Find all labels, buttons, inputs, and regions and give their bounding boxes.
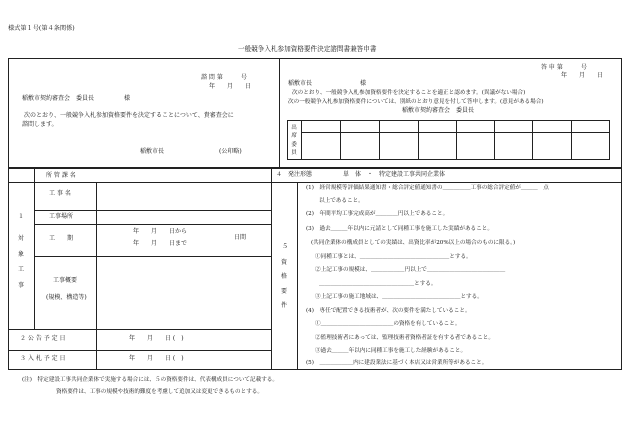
requirement-line: (3) 過去＿＿＿年以内に元請として同種工事を施工した実績があること。 (306, 226, 493, 232)
section1-number: １ (18, 213, 25, 220)
requirement-line: (4) 専任で配置できる技術者が、次の要件を満たしていること。 (306, 308, 471, 314)
form-number: 様式第１号(第４条関係) (8, 25, 75, 32)
bid-label: ３ 入 札 予 定 日 (20, 355, 66, 362)
requirement-line: (1) 経営規模等評価結果通知書・総合評定値通知書の＿＿＿＿＿工事の総合評定値が＿＿＿ 点 (306, 185, 549, 191)
bid-date: 年 月 日 ( ) (129, 355, 184, 362)
requirement-line: ①同種工事とは、＿＿＿＿＿＿＿＿＿＿＿＿＿＿＿＿とする。 (315, 254, 472, 260)
report-signer: 稲敷市契約審査会 委員長 (402, 107, 475, 114)
inquiry-number: 諮 問 第 号 (201, 74, 247, 81)
inquiry-addressee: 稲敷市契約審査会 委員長 様 (22, 95, 131, 102)
dept-label: 所 管 課 名 (46, 172, 76, 179)
requirement-line: ③上記工事の施工地域は、＿＿＿＿＿＿＿＿＿＿＿＿＿＿とする。 (315, 294, 483, 300)
attendance-grid (287, 120, 610, 160)
inquiry-date: 年 月 日 (209, 83, 252, 90)
period-days: 日間 (234, 234, 247, 241)
requirement-line: ①＿＿＿＿＿＿＿＿＿＿＿＿＿の資格を有していること。 (315, 321, 461, 327)
requirement-line: ②上記工事の規模は、＿＿＿＿＿＿円以上で＿＿＿＿＿＿＿＿＿＿＿＿＿＿ (315, 267, 506, 273)
inquiry-seal: (公印略) (219, 148, 242, 155)
period-from: 年 月 日から (133, 228, 188, 235)
requirement-line: (5) ＿＿＿＿＿＿内に建設業法に基づく本店又は営業所等があること。 (306, 360, 488, 366)
project-section-label: 対象工事 (17, 235, 24, 289)
report-line-2: 次の一般競争入札参加資格要件については、別紙のとおり意見を付して答申します。(意見がある場合) (288, 99, 544, 105)
requirement-line: ③過去＿＿＿年以内に同種工事を施工した経験があること。 (315, 348, 467, 354)
period-label: 工 期 (49, 235, 74, 242)
section5-number: ５ (282, 243, 289, 250)
order-form-value: 単 体 ・ 特定建設工事共同企業体 (343, 171, 446, 178)
requirement-line: (共同企業体の構成員としての実績は、出資比率が20%以上の場合のものに限る。) (311, 240, 516, 246)
overview-label: 工事概要 (53, 277, 78, 284)
order-form-label: ４ 発注形態 (276, 171, 313, 178)
requirement-line: ②監理技術者にあっては、監理技術者資格者証を有する者であること。 (315, 335, 494, 341)
note-2: 資格要件は、工事の規模や技術的難度を考慮して追加又は変更できるものとする。 (56, 389, 263, 395)
note-1: (注) 特定建設工事共同企業体で実施する場合には、５の資格要件は、代表構成員について記載する。 (22, 377, 278, 383)
schedule-label: ２ 公 告 予 定 日 (20, 335, 66, 342)
period-to: 年 月 日まで (133, 240, 188, 247)
project-name-label: 工 事 名 (49, 190, 71, 197)
inquiry-body-2: 諮問します。 (22, 121, 58, 128)
inquiry-body-1: 次のとおり、一般競争入札参加資格要件を決定することについて、貴審査会に (24, 112, 234, 119)
attendance-label: 出席委員 (291, 125, 297, 157)
report-number: 答 申 第 号 (541, 64, 587, 71)
schedule-date: 年 月 日 ( ) (129, 335, 184, 342)
page-title: 一般競争入札参加資格要件決定諮問書兼答申書 (238, 45, 377, 53)
section5-label: 資格要件 (280, 259, 287, 310)
overview-sub: (規模、構造等) (46, 294, 87, 301)
location-label: 工事場所 (49, 213, 74, 220)
requirement-line: 以上であること。 (319, 198, 364, 204)
requirement-line: ＿＿＿＿＿＿＿＿＿＿＿＿＿＿＿＿＿とする。 (319, 281, 437, 287)
requirement-line: (2) 年間平均工事完成高が＿＿＿＿円以上であること。 (306, 211, 449, 217)
report-addressee: 稲敷市長 様 (288, 80, 367, 87)
inquiry-signer: 稲敷市長 (140, 148, 165, 155)
report-line-1: 次のとおり、一般競争入札参加資格要件を決定することを適正と認めます。(異議がない場合) (292, 90, 526, 96)
report-date: 年 月 日 (561, 72, 604, 79)
